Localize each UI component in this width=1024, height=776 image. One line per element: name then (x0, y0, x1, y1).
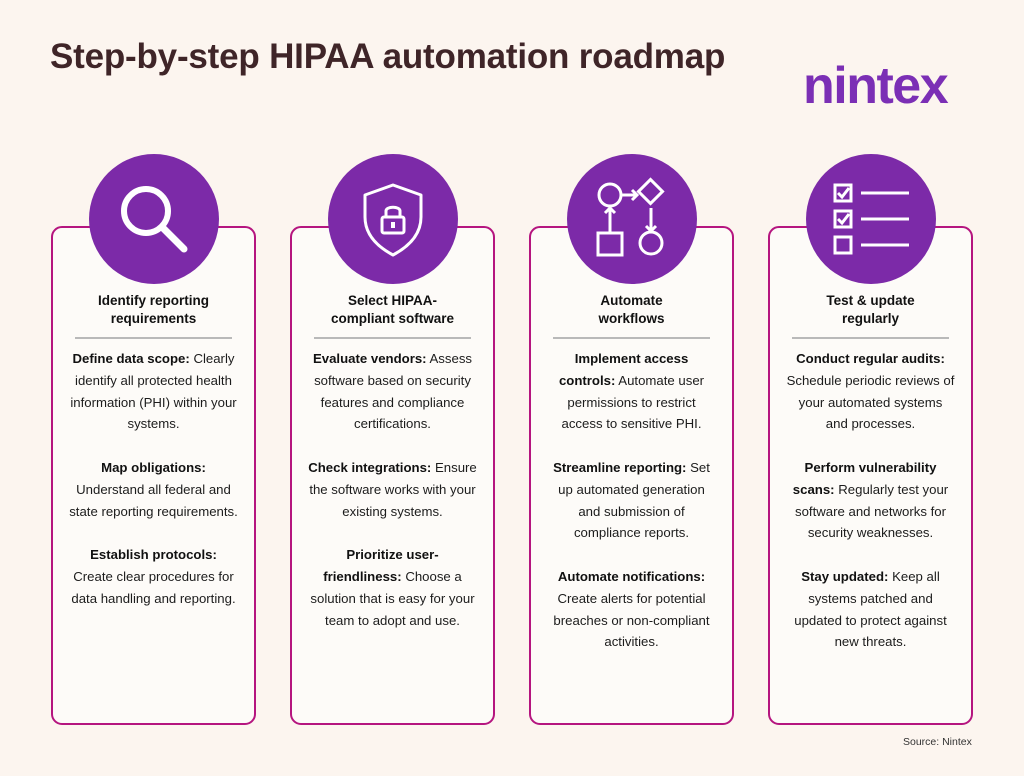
item-text: Choose a solution that is easy for your team to adopt and use. (310, 568, 475, 628)
list-item (69, 348, 238, 435)
list-item (786, 457, 955, 544)
card-items (292, 348, 493, 653)
list-item (69, 544, 238, 609)
roadmap-card-automate (529, 226, 734, 725)
item-heading: Stay updated: (801, 568, 889, 584)
item-text: Assess software based on security features and compliance certifications. (314, 351, 473, 432)
card-items (770, 348, 971, 675)
card-title: Select HIPAA-compliant software (330, 293, 455, 326)
card-title: Test & update regularly (826, 293, 915, 326)
card-divider (553, 337, 710, 339)
magnifying-glass-icon (89, 154, 219, 284)
item-text: Create alerts for potential breaches or non-compliant activities. (553, 590, 710, 650)
list-item (547, 457, 716, 544)
roadmap-card-select (290, 226, 495, 725)
list-item (308, 457, 477, 522)
list-item (547, 566, 716, 653)
item-heading: Establish protocols: (90, 547, 217, 563)
card-items (531, 348, 732, 675)
item-heading: Perform vulnerability scans: (792, 459, 937, 497)
page-title: Step-by-step HIPAA automation roadmap (50, 37, 726, 76)
item-text: Set up automated generation and submission of compliance reports. (558, 459, 710, 541)
item-text: Regularly test your software and networks for security weaknesses. (795, 481, 949, 541)
item-text: Automate user permissions to restrict access to sensitive PHI. (561, 372, 705, 432)
item-text: Clearly identify all protected health information (PHI) within your systems. (70, 351, 237, 432)
nintex-logo: nintex (803, 57, 948, 115)
list-item (69, 457, 238, 522)
card-title: Automate workflows (598, 293, 665, 326)
item-heading: Conduct regular audits: (796, 351, 945, 366)
shield-lock-icon (328, 154, 458, 284)
item-text: Keep all systems patched and updated to protect against new threats. (794, 568, 947, 650)
item-heading: Evaluate vendors: (312, 351, 427, 366)
source-note: Source: Nintex (903, 736, 972, 748)
card-divider (75, 337, 232, 339)
item-text: Schedule periodic reviews of your automated systems and processes. (786, 372, 955, 432)
card-divider (792, 337, 949, 339)
item-text: Understand all federal and state reporting requirements. (69, 481, 238, 519)
list-item (547, 348, 716, 435)
roadmap-card-identify (51, 226, 256, 725)
item-text: Ensure the software works with your existing systems. (309, 459, 477, 519)
card-items (53, 348, 254, 631)
list-item (308, 544, 477, 631)
item-text: Create clear procedures for data handling and reporting. (71, 568, 236, 606)
checklist-icon (806, 154, 936, 284)
item-heading: Check integrations: (308, 459, 432, 475)
list-item (786, 348, 955, 435)
list-item (308, 348, 477, 435)
card-divider (314, 337, 471, 339)
item-heading: Map obligations: (101, 459, 206, 475)
item-heading: Automate notifications: (557, 568, 706, 584)
list-item (786, 566, 955, 653)
item-heading: Implement access controls: (558, 351, 689, 388)
card-title: Identify reporting requirements (98, 293, 209, 326)
roadmap-card-test (768, 226, 973, 725)
item-heading: Prioritize user-friendliness: (323, 547, 439, 584)
item-heading: Streamline reporting: (553, 459, 687, 475)
workflow-icon (567, 154, 697, 284)
item-heading: Define data scope: (72, 351, 190, 366)
